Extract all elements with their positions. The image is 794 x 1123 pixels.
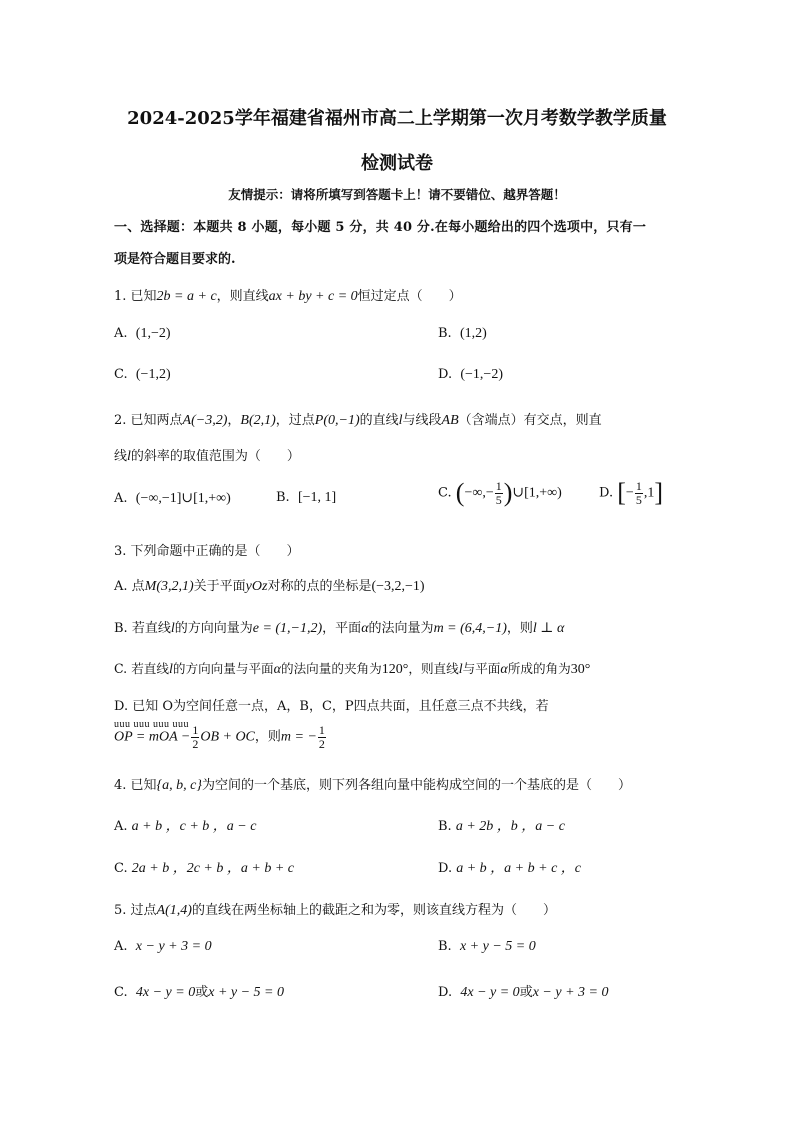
q3-text: B. 若直线 (114, 621, 171, 636)
q3-line-l: l (170, 621, 175, 636)
denominator: 2 (192, 736, 199, 751)
option-label: B. (438, 819, 452, 834)
option-label: A. (114, 939, 128, 954)
q2-line-l: l (127, 449, 131, 464)
option-label: C. (114, 985, 128, 1000)
q3-vector-equation: OP = mOA − (114, 729, 191, 745)
q2-text: 的直线 (359, 413, 399, 428)
fraction (318, 724, 326, 750)
q2-text: （含端点）有交点，则直 (458, 413, 602, 428)
q3-vector-equation: OB + OC (200, 729, 255, 745)
question-2-stem-line-2 (114, 445, 300, 465)
q3-line-l: l (168, 662, 173, 677)
q4-text: 为空间的一个基底，则下列各组向量中能构成空间的一个基底的是（ ） (201, 778, 631, 793)
q2-segment-ab: AB (441, 413, 459, 428)
option-value: a + 2b ，b ，a − c (455, 819, 565, 834)
numerator: 1 (495, 478, 502, 493)
exam-title-line-1: 2024-2025学年福建省福州市高二上学期第一次月考数学教学质量 (127, 108, 667, 129)
q1-text-b: ，则直线 (216, 289, 269, 304)
q3-text: ，平面 (322, 621, 362, 636)
numerator: 1 (318, 723, 325, 737)
question-5-stem (114, 899, 556, 919)
q3-option-d-line-1: D. 已知 O为空间任意一点，A，B，C，P四点共面，且任意三点不共线，若 (114, 699, 549, 714)
q3-text: 所成的角为 (507, 661, 571, 676)
q2-point-p: P(0,−1) (314, 413, 360, 428)
q3-vector-m: m = (6,4,−1) (433, 621, 507, 636)
option-label: C. (114, 367, 128, 382)
q3-text: C. 若直线 (114, 661, 169, 676)
q5-option-a (114, 939, 212, 955)
option-value: 2a + b ，2c + b ，a + b + c (131, 861, 294, 876)
q2-text: 与线段 (402, 413, 442, 428)
section-heading-line-1: 一、选择题：本题共 8 小题，每小题 5 分，共 40 分.在每小题给出的四个选项中，只有一 (114, 220, 647, 235)
q4-option-d (438, 857, 581, 877)
q1-option-c (114, 367, 171, 383)
q5-option-b (438, 939, 536, 955)
q5-text: 的直线在两坐标轴上的截距之和为零，则该直线方程为（ ） (191, 903, 556, 918)
q1-option-b (438, 326, 487, 342)
q5-option-c (114, 981, 284, 1001)
q5-option-d (438, 981, 608, 1001)
numerator: 1 (635, 478, 642, 493)
q1-condition: 2b = a + c (156, 289, 217, 304)
option-value: a + b ，c + b ，a − c (131, 819, 257, 834)
question-2-stem-line-1 (114, 409, 602, 429)
q3-result: l ⊥ α (532, 621, 565, 636)
option-label: D. (438, 985, 453, 1000)
q3-text: 对称的点的坐标是 (267, 579, 372, 594)
q2-point-a: A(−3,2) (182, 413, 228, 428)
q3-plane: yOz (245, 579, 268, 594)
q3-text: ，则 (254, 729, 281, 745)
option-value-part: −∞,− (464, 485, 494, 501)
option-value: x + y − 5 = 0 (459, 939, 536, 954)
right-bracket: ] (654, 478, 663, 507)
q1-line-equation: ax + by + c = 0 (268, 289, 358, 304)
q2-option-a (114, 490, 231, 507)
section-heading-line-2: 项是符合题目要求的. (114, 252, 236, 267)
right-paren: ) (503, 478, 513, 507)
option-value: 4x − y = 0 (135, 985, 196, 1000)
option-value: x − y + 3 = 0 (532, 985, 609, 1000)
q3-vector-e: e = (1,−1,2) (252, 621, 323, 636)
q5-text: 5. 过点 (114, 903, 157, 918)
option-label: C. (114, 861, 128, 876)
q4-text: 4. 已知 (114, 778, 157, 793)
option-value: x + y − 5 = 0 (208, 985, 285, 1000)
q3-line-l: l (458, 662, 463, 677)
q2-text: 线 (114, 449, 128, 464)
option-value: 4x − y = 0 (460, 985, 520, 1000)
left-bracket: [ (617, 478, 626, 507)
question-1-stem (114, 285, 462, 305)
friendly-hint: 友情提示：请将所填写到答题卡上！请不要错位、越界答题！ (228, 187, 566, 202)
q3-text: 的方向向量为 (174, 621, 253, 636)
option-value: (1,−2) (135, 326, 171, 341)
q1-text-c: 恒过定点（ ） (357, 289, 462, 304)
q3-option-d-line-2 (114, 724, 327, 750)
q3-vector-marks: uuu uuu uuu uuu (114, 719, 189, 730)
q3-text: 的法向量的夹角为 (280, 661, 382, 676)
q3-option-a (114, 575, 425, 595)
option-value-part: − (625, 485, 634, 501)
q1-text-a: 1. 已知 (114, 289, 157, 304)
option-label: B. (276, 490, 290, 505)
q2-text: 2. 已知两点 (114, 413, 183, 428)
option-label: D. (438, 367, 453, 382)
q3-text: A. 点 (114, 579, 145, 594)
q4-option-a (114, 815, 256, 835)
q3-text: ，则 (506, 621, 533, 636)
exam-title-line-2: 检测试卷 (361, 153, 433, 174)
fraction (495, 480, 503, 506)
q1-option-d (438, 367, 503, 383)
option-value: (−∞,−1]∪[1,+∞) (135, 491, 231, 506)
option-value: (1,2) (459, 326, 487, 341)
question-4-stem (114, 774, 631, 794)
option-label: D. (438, 861, 453, 876)
option-value: x − y + 3 = 0 (135, 939, 212, 954)
option-value: a + b ，a + b + c ，c (456, 861, 582, 876)
option-value: [−1, 1] (297, 490, 337, 505)
left-paren: ( (455, 478, 465, 507)
option-or: 或 (195, 985, 209, 1000)
q3-plane-alpha: α (500, 662, 508, 677)
fraction (635, 480, 643, 506)
q5-point-a: A(1,4) (156, 903, 192, 918)
q3-m-value: m = − (280, 729, 317, 745)
q3-plane-alpha: α (361, 621, 369, 636)
option-label: B. (438, 939, 452, 954)
q3-result: (−3,2,−1) (371, 579, 425, 594)
question-3-stem: 3. 下列命题中正确的是（ ） (114, 544, 300, 559)
q2-line-l: l (398, 413, 403, 428)
q2-text: ， (227, 413, 241, 428)
option-value: (−1,−2) (460, 367, 503, 382)
denominator: 5 (495, 492, 502, 507)
option-label: B. (438, 326, 452, 341)
q3-option-c (114, 658, 590, 678)
fraction (191, 724, 199, 750)
q2-option-d (599, 478, 663, 508)
option-value-part: ∪[1,+∞) (512, 485, 562, 501)
q2-option-b (276, 490, 336, 506)
q2-text: 的斜率的取值范围为（ ） (130, 449, 300, 464)
q4-option-c (114, 857, 294, 877)
denominator: 5 (635, 492, 642, 507)
option-label: A. (114, 819, 128, 834)
option-label: A. (114, 326, 128, 341)
q2-text: ，过点 (275, 413, 315, 428)
option-label: A. (114, 491, 128, 506)
q4-basis: {a, b, c} (156, 778, 202, 793)
q4-option-b (438, 815, 565, 835)
q3-point-m: M(3,2,1) (144, 579, 194, 594)
q1-option-a (114, 326, 171, 342)
q2-option-c (438, 478, 562, 508)
option-label: D. (599, 485, 614, 501)
option-or: 或 (519, 985, 533, 1000)
option-value: (−1,2) (135, 367, 171, 382)
q2-point-b: B(2,1) (240, 413, 276, 428)
option-label: C. (438, 485, 452, 501)
q3-angle: 30° (570, 662, 591, 677)
q3-option-b (114, 617, 564, 637)
q3-plane-alpha: α (273, 662, 281, 677)
q3-angle: 120° (381, 662, 409, 677)
q3-text: ，则直线 (408, 661, 459, 676)
numerator: 1 (192, 723, 199, 737)
q3-text: 关于平面 (193, 579, 246, 594)
q3-text: 的方向向量与平面 (172, 661, 274, 676)
denominator: 2 (318, 736, 325, 751)
q3-text: 与平面 (462, 661, 501, 676)
q3-text: 的法向量为 (368, 621, 434, 636)
option-value-part: ,1 (643, 485, 655, 501)
